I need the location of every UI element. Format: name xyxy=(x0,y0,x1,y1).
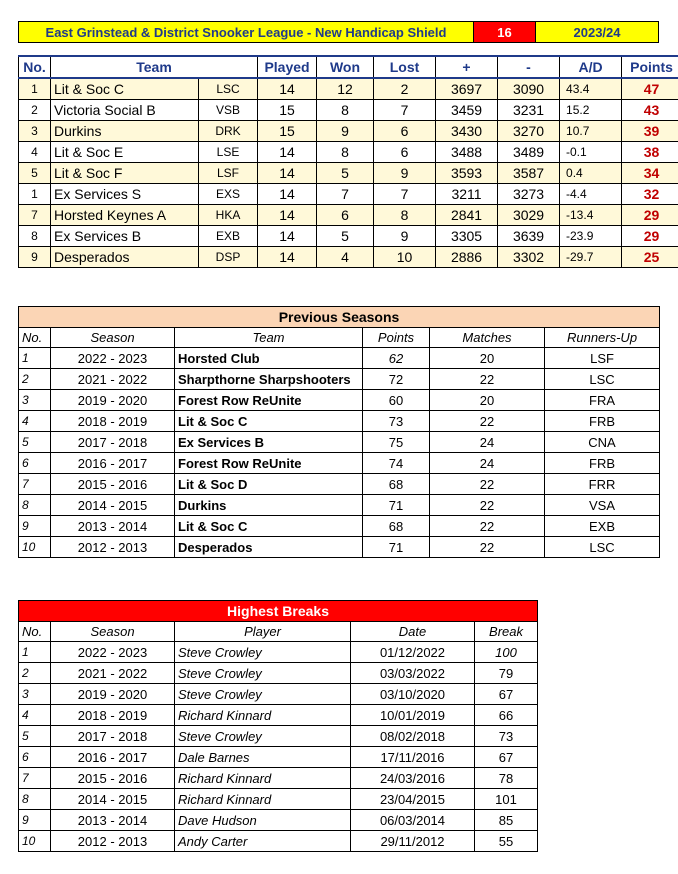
season-label: 2023/24 xyxy=(536,22,659,43)
team-name: Ex Services B xyxy=(51,226,199,247)
points: 29 xyxy=(622,205,678,226)
row-number: 7 xyxy=(19,474,51,495)
frames-against: 3302 xyxy=(498,247,560,268)
previous-season-row xyxy=(19,495,660,516)
average-difference: 0.4 xyxy=(560,163,622,184)
col-header-played: Played xyxy=(258,56,317,78)
position: 5 xyxy=(19,163,51,184)
position: 1 xyxy=(19,184,51,205)
break-score: 67 xyxy=(475,747,538,768)
played: 14 xyxy=(258,78,317,100)
frames-for: 3211 xyxy=(436,184,498,205)
season: 2021 - 2022 xyxy=(51,369,175,390)
season: 2018 - 2019 xyxy=(51,705,175,726)
col-header-no: No. xyxy=(19,328,51,348)
col-header-no: No. xyxy=(19,622,51,642)
row-number: 9 xyxy=(19,810,51,831)
played: 14 xyxy=(258,184,317,205)
won: 6 xyxy=(317,205,374,226)
played: 14 xyxy=(258,247,317,268)
previous-season-row xyxy=(19,348,660,369)
season: 2014 - 2015 xyxy=(51,789,175,810)
season: 2017 - 2018 xyxy=(51,432,175,453)
row-number: 4 xyxy=(19,705,51,726)
lost: 10 xyxy=(374,247,436,268)
winning-team: Lit & Soc D xyxy=(175,474,363,495)
team-code: DRK xyxy=(199,121,258,142)
lost: 2 xyxy=(374,78,436,100)
row-number: 10 xyxy=(19,831,51,852)
row-number: 8 xyxy=(19,789,51,810)
frames-for: 3697 xyxy=(436,78,498,100)
frames-against: 3029 xyxy=(498,205,560,226)
frames-for: 3459 xyxy=(436,100,498,121)
points: 29 xyxy=(622,226,678,247)
col-header-team: Team xyxy=(51,56,258,78)
player-name: Steve Crowley xyxy=(175,642,351,663)
row-number: 7 xyxy=(19,768,51,789)
col-header-matches: Matches xyxy=(430,328,545,348)
points: 47 xyxy=(622,78,678,100)
points: 39 xyxy=(622,121,678,142)
break-date: 23/04/2015 xyxy=(351,789,475,810)
player-name: Steve Crowley xyxy=(175,684,351,705)
points: 62 xyxy=(363,348,430,369)
runners-up: LSC xyxy=(545,537,660,558)
player-name: Dave Hudson xyxy=(175,810,351,831)
matches: 22 xyxy=(430,495,545,516)
previous-season-row xyxy=(19,369,660,390)
break-score: 67 xyxy=(475,684,538,705)
col-header-season: Season xyxy=(51,622,175,642)
matches: 24 xyxy=(430,453,545,474)
season: 2019 - 2020 xyxy=(51,390,175,411)
team-name: Victoria Social B xyxy=(51,100,199,121)
matches: 22 xyxy=(430,369,545,390)
player-name: Steve Crowley xyxy=(175,726,351,747)
season: 2014 - 2015 xyxy=(51,495,175,516)
frames-for: 2886 xyxy=(436,247,498,268)
matches: 20 xyxy=(430,348,545,369)
runners-up: FRB xyxy=(545,453,660,474)
team-code: HKA xyxy=(199,205,258,226)
col-header-points: Points xyxy=(363,328,430,348)
runners-up: CNA xyxy=(545,432,660,453)
previous-season-row xyxy=(19,432,660,453)
break-date: 17/11/2016 xyxy=(351,747,475,768)
team-code: DSP xyxy=(199,247,258,268)
winning-team: Durkins xyxy=(175,495,363,516)
col-header-ad: A/D xyxy=(560,56,622,78)
played: 15 xyxy=(258,121,317,142)
won: 12 xyxy=(317,78,374,100)
average-difference: -23.9 xyxy=(560,226,622,247)
highest-breaks-title: Highest Breaks xyxy=(19,601,538,622)
runners-up: LSC xyxy=(545,369,660,390)
position: 1 xyxy=(19,78,51,100)
team-code: LSE xyxy=(199,142,258,163)
previous-season-row xyxy=(19,411,660,432)
league-header-row xyxy=(19,56,678,78)
won: 8 xyxy=(317,100,374,121)
season: 2019 - 2020 xyxy=(51,684,175,705)
season: 2015 - 2016 xyxy=(51,474,175,495)
frames-for: 3430 xyxy=(436,121,498,142)
highest-break-row xyxy=(19,684,538,705)
break-score: 85 xyxy=(475,810,538,831)
league-row xyxy=(19,78,678,100)
col-header-points: Points xyxy=(622,56,678,78)
row-number: 5 xyxy=(19,726,51,747)
break-date: 29/11/2012 xyxy=(351,831,475,852)
position: 4 xyxy=(19,142,51,163)
points: 73 xyxy=(363,411,430,432)
league-body xyxy=(19,78,678,268)
runners-up: FRA xyxy=(545,390,660,411)
division-number: 16 xyxy=(474,22,536,43)
row-number: 9 xyxy=(19,516,51,537)
points: 71 xyxy=(363,537,430,558)
break-score: 66 xyxy=(475,705,538,726)
winning-team: Desperados xyxy=(175,537,363,558)
winning-team: Lit & Soc C xyxy=(175,411,363,432)
team-code: EXS xyxy=(199,184,258,205)
league-row xyxy=(19,226,678,247)
break-date: 03/03/2022 xyxy=(351,663,475,684)
break-date: 06/03/2014 xyxy=(351,810,475,831)
break-score: 73 xyxy=(475,726,538,747)
winning-team: Forest Row ReUnite xyxy=(175,453,363,474)
row-number: 6 xyxy=(19,453,51,474)
previous-season-row xyxy=(19,474,660,495)
break-score: 55 xyxy=(475,831,538,852)
lost: 6 xyxy=(374,142,436,163)
col-header-minus: - xyxy=(498,56,560,78)
frames-for: 2841 xyxy=(436,205,498,226)
team-name: Ex Services S xyxy=(51,184,199,205)
points: 68 xyxy=(363,474,430,495)
lost: 6 xyxy=(374,121,436,142)
team-name: Durkins xyxy=(51,121,199,142)
won: 4 xyxy=(317,247,374,268)
runners-up: EXB xyxy=(545,516,660,537)
row-number: 2 xyxy=(19,663,51,684)
col-header-player: Player xyxy=(175,622,351,642)
row-number: 8 xyxy=(19,495,51,516)
team-code: EXB xyxy=(199,226,258,247)
won: 7 xyxy=(317,184,374,205)
points: 25 xyxy=(622,247,678,268)
previous-seasons-body xyxy=(19,348,660,558)
league-row xyxy=(19,184,678,205)
league-row xyxy=(19,205,678,226)
matches: 22 xyxy=(430,411,545,432)
played: 14 xyxy=(258,163,317,184)
player-name: Richard Kinnard xyxy=(175,768,351,789)
season: 2015 - 2016 xyxy=(51,768,175,789)
break-score: 100 xyxy=(475,642,538,663)
lost: 9 xyxy=(374,226,436,247)
col-header-no: No. xyxy=(19,56,51,78)
frames-against: 3090 xyxy=(498,78,560,100)
row-number: 3 xyxy=(19,684,51,705)
position: 9 xyxy=(19,247,51,268)
league-row xyxy=(19,142,678,163)
winning-team: Forest Row ReUnite xyxy=(175,390,363,411)
break-date: 03/10/2020 xyxy=(351,684,475,705)
frames-against: 3489 xyxy=(498,142,560,163)
season: 2016 - 2017 xyxy=(51,747,175,768)
winning-team: Horsted Club xyxy=(175,348,363,369)
frames-against: 3270 xyxy=(498,121,560,142)
matches: 22 xyxy=(430,516,545,537)
lost: 7 xyxy=(374,100,436,121)
row-number: 10 xyxy=(19,537,51,558)
won: 5 xyxy=(317,226,374,247)
season: 2018 - 2019 xyxy=(51,411,175,432)
position: 3 xyxy=(19,121,51,142)
col-header-date: Date xyxy=(351,622,475,642)
won: 8 xyxy=(317,142,374,163)
average-difference: 15.2 xyxy=(560,100,622,121)
frames-against: 3639 xyxy=(498,226,560,247)
highest-break-row xyxy=(19,810,538,831)
break-date: 08/02/2018 xyxy=(351,726,475,747)
highest-break-row xyxy=(19,642,538,663)
highest-break-row xyxy=(19,831,538,852)
league-table xyxy=(18,55,678,268)
col-header-break: Break xyxy=(475,622,538,642)
break-score: 101 xyxy=(475,789,538,810)
average-difference: -29.7 xyxy=(560,247,622,268)
team-code: LSC xyxy=(199,78,258,100)
highest-break-row xyxy=(19,726,538,747)
row-number: 6 xyxy=(19,747,51,768)
frames-against: 3587 xyxy=(498,163,560,184)
winning-team: Lit & Soc C xyxy=(175,516,363,537)
frames-against: 3273 xyxy=(498,184,560,205)
season: 2012 - 2013 xyxy=(51,831,175,852)
league-row xyxy=(19,163,678,184)
highest-breaks-table xyxy=(18,600,538,852)
played: 14 xyxy=(258,142,317,163)
points: 75 xyxy=(363,432,430,453)
highest-break-row xyxy=(19,663,538,684)
season: 2016 - 2017 xyxy=(51,453,175,474)
position: 8 xyxy=(19,226,51,247)
row-number: 5 xyxy=(19,432,51,453)
team-name: Horsted Keynes A xyxy=(51,205,199,226)
player-name: Richard Kinnard xyxy=(175,789,351,810)
matches: 22 xyxy=(430,537,545,558)
previous-seasons-table xyxy=(18,306,660,558)
col-header-runners-up: Runners-Up xyxy=(545,328,660,348)
played: 14 xyxy=(258,226,317,247)
player-name: Andy Carter xyxy=(175,831,351,852)
row-number: 1 xyxy=(19,348,51,369)
league-row xyxy=(19,121,678,142)
frames-for: 3593 xyxy=(436,163,498,184)
row-number: 2 xyxy=(19,369,51,390)
highest-breaks-header-row xyxy=(19,622,538,642)
team-name: Lit & Soc E xyxy=(51,142,199,163)
team-code: LSF xyxy=(199,163,258,184)
previous-seasons-title: Previous Seasons xyxy=(19,307,660,328)
points: 71 xyxy=(363,495,430,516)
lost: 7 xyxy=(374,184,436,205)
highest-break-row xyxy=(19,705,538,726)
season: 2022 - 2023 xyxy=(51,642,175,663)
season: 2021 - 2022 xyxy=(51,663,175,684)
highest-break-row xyxy=(19,768,538,789)
matches: 22 xyxy=(430,474,545,495)
matches: 24 xyxy=(430,432,545,453)
lost: 9 xyxy=(374,163,436,184)
previous-season-row xyxy=(19,453,660,474)
won: 5 xyxy=(317,163,374,184)
points: 74 xyxy=(363,453,430,474)
season: 2012 - 2013 xyxy=(51,537,175,558)
position: 7 xyxy=(19,205,51,226)
team-name: Lit & Soc C xyxy=(51,78,199,100)
runners-up: FRB xyxy=(545,411,660,432)
runners-up: LSF xyxy=(545,348,660,369)
break-date: 10/01/2019 xyxy=(351,705,475,726)
frames-for: 3305 xyxy=(436,226,498,247)
average-difference: -4.4 xyxy=(560,184,622,205)
won: 9 xyxy=(317,121,374,142)
runners-up: FRR xyxy=(545,474,660,495)
col-header-season: Season xyxy=(51,328,175,348)
col-header-plus: + xyxy=(436,56,498,78)
season: 2013 - 2014 xyxy=(51,810,175,831)
break-score: 79 xyxy=(475,663,538,684)
position: 2 xyxy=(19,100,51,121)
points: 34 xyxy=(622,163,678,184)
points: 38 xyxy=(622,142,678,163)
previous-season-row xyxy=(19,537,660,558)
previous-season-row xyxy=(19,516,660,537)
team-name: Lit & Soc F xyxy=(51,163,199,184)
points: 68 xyxy=(363,516,430,537)
average-difference: 43.4 xyxy=(560,78,622,100)
played: 14 xyxy=(258,205,317,226)
title-bar xyxy=(18,21,659,43)
league-row xyxy=(19,100,678,121)
points: 43 xyxy=(622,100,678,121)
frames-for: 3488 xyxy=(436,142,498,163)
average-difference: -13.4 xyxy=(560,205,622,226)
col-header-lost: Lost xyxy=(374,56,436,78)
league-title: East Grinstead & District Snooker League - New Handicap Shield xyxy=(19,22,474,43)
break-score: 78 xyxy=(475,768,538,789)
previous-season-row xyxy=(19,390,660,411)
played: 15 xyxy=(258,100,317,121)
previous-seasons-header-row xyxy=(19,328,660,348)
points: 60 xyxy=(363,390,430,411)
lost: 8 xyxy=(374,205,436,226)
col-header-team: Team xyxy=(175,328,363,348)
player-name: Richard Kinnard xyxy=(175,705,351,726)
points: 32 xyxy=(622,184,678,205)
league-row xyxy=(19,247,678,268)
average-difference: -0.1 xyxy=(560,142,622,163)
row-number: 1 xyxy=(19,642,51,663)
winning-team: Sharpthorne Sharpshooters xyxy=(175,369,363,390)
winning-team: Ex Services B xyxy=(175,432,363,453)
matches: 20 xyxy=(430,390,545,411)
runners-up: VSA xyxy=(545,495,660,516)
break-date: 24/03/2016 xyxy=(351,768,475,789)
highest-break-row xyxy=(19,747,538,768)
season: 2017 - 2018 xyxy=(51,726,175,747)
season: 2013 - 2014 xyxy=(51,516,175,537)
points: 72 xyxy=(363,369,430,390)
highest-break-row xyxy=(19,789,538,810)
col-header-won: Won xyxy=(317,56,374,78)
season: 2022 - 2023 xyxy=(51,348,175,369)
team-name: Desperados xyxy=(51,247,199,268)
row-number: 4 xyxy=(19,411,51,432)
average-difference: 10.7 xyxy=(560,121,622,142)
player-name: Steve Crowley xyxy=(175,663,351,684)
highest-breaks-body xyxy=(19,642,538,852)
frames-against: 3231 xyxy=(498,100,560,121)
player-name: Dale Barnes xyxy=(175,747,351,768)
break-date: 01/12/2022 xyxy=(351,642,475,663)
team-code: VSB xyxy=(199,100,258,121)
row-number: 3 xyxy=(19,390,51,411)
